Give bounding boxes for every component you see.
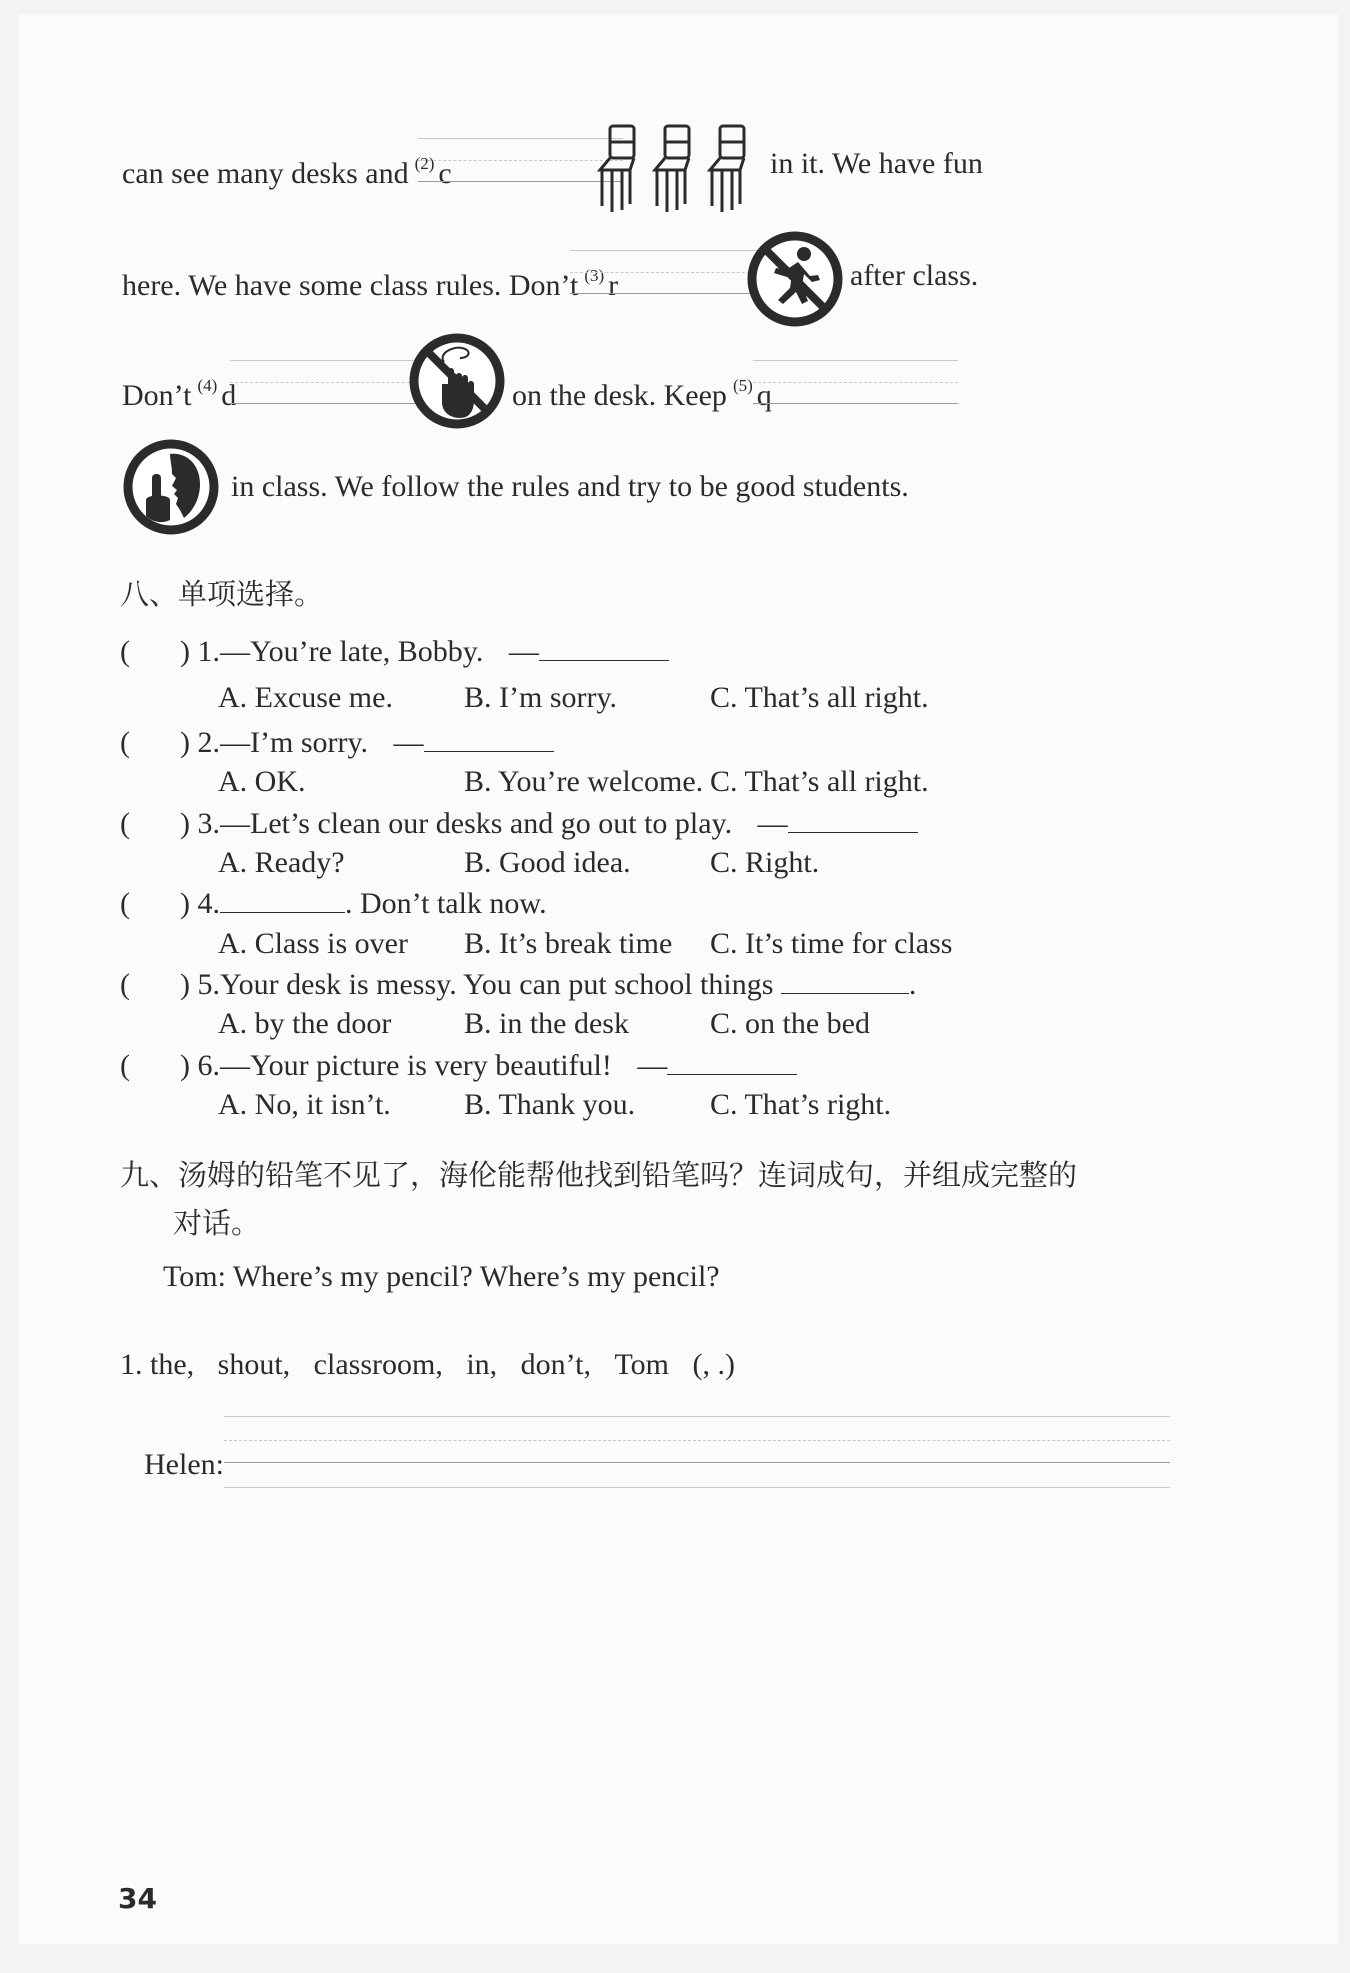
helen-answer-baseline bbox=[224, 1462, 1170, 1488]
option-b[interactable]: B. Thank you. bbox=[464, 1088, 636, 1121]
question-stem: —You’re late, Bobby. bbox=[220, 635, 484, 668]
question-dash: — bbox=[393, 726, 424, 759]
answer-paren-open[interactable]: ( bbox=[120, 887, 130, 920]
answer-blank[interactable] bbox=[220, 884, 345, 913]
passage-line4: in class. We follow the rules and try to be good students. bbox=[231, 470, 909, 503]
option-a[interactable]: A. Ready? bbox=[218, 846, 345, 879]
option-b[interactable]: B. You’re welcome. bbox=[464, 765, 704, 798]
word: don’t, bbox=[520, 1348, 591, 1381]
passage-text: can see many desks and bbox=[122, 157, 409, 190]
blank-letter-3: r bbox=[608, 269, 619, 302]
word: shout, bbox=[217, 1348, 291, 1381]
word: the, bbox=[150, 1348, 195, 1381]
question-1 bbox=[120, 632, 669, 671]
option-b[interactable]: B. I’m sorry. bbox=[464, 681, 618, 714]
page-number: 34 bbox=[118, 1882, 157, 1915]
question-dash: — bbox=[757, 807, 788, 840]
passage-line1-start bbox=[122, 145, 452, 193]
passage-line1-end: in it. We have fun bbox=[770, 147, 983, 180]
option-b[interactable]: B. in the desk bbox=[464, 1007, 629, 1040]
question-number: 4. bbox=[197, 887, 220, 920]
helen-label: Helen: bbox=[144, 1448, 224, 1481]
answer-line-2[interactable] bbox=[418, 138, 623, 182]
helen-answer-line[interactable] bbox=[224, 1416, 1170, 1463]
question-dash: — bbox=[637, 1049, 668, 1082]
item-number: 1. bbox=[120, 1348, 143, 1381]
passage-text: Don’t bbox=[122, 379, 192, 412]
blank-letter-2: c bbox=[438, 157, 452, 190]
answer-paren-open[interactable]: ( bbox=[120, 968, 130, 1001]
option-c[interactable]: C. It’s time for class bbox=[710, 927, 953, 960]
question-number: 3. bbox=[197, 807, 220, 840]
word: Tom bbox=[614, 1348, 670, 1381]
passage-line2-end: after class. bbox=[850, 259, 979, 292]
no-running-icon bbox=[746, 230, 844, 328]
answer-blank[interactable] bbox=[424, 723, 554, 752]
blank-number-4: (4) bbox=[197, 376, 218, 395]
word: in, bbox=[466, 1348, 498, 1381]
answer-blank[interactable] bbox=[781, 965, 909, 994]
worksheet-page bbox=[18, 14, 1338, 1944]
option-c[interactable]: C. Right. bbox=[710, 846, 820, 879]
section8-title: 八、单项选择。 bbox=[120, 577, 324, 611]
question-period: . bbox=[908, 968, 917, 1001]
option-b[interactable]: B. Good idea. bbox=[464, 846, 631, 879]
section9-title-cont: 对话。 bbox=[173, 1206, 261, 1240]
option-c[interactable]: C. That’s all right. bbox=[710, 681, 929, 714]
question-number: 6. bbox=[197, 1049, 220, 1082]
question-stem: —Let’s clean our desks and go out to play. bbox=[220, 807, 733, 840]
question-number: 2. bbox=[197, 726, 220, 759]
question-stem: —I’m sorry. bbox=[220, 726, 369, 759]
passage-line3-mid bbox=[512, 367, 772, 415]
answer-line-4[interactable] bbox=[230, 360, 435, 404]
quiet-icon bbox=[122, 438, 220, 536]
blank-number-3: (3) bbox=[584, 266, 605, 285]
question-4 bbox=[120, 884, 547, 923]
option-a[interactable]: A. Excuse me. bbox=[218, 681, 393, 714]
question-5 bbox=[120, 965, 916, 1004]
blank-number-2: (2) bbox=[414, 154, 435, 173]
answer-blank[interactable] bbox=[539, 632, 669, 661]
option-a[interactable]: A. OK. bbox=[218, 765, 306, 798]
no-drawing-icon bbox=[408, 332, 506, 430]
item1-words bbox=[120, 1346, 735, 1384]
answer-paren-close: ) bbox=[180, 887, 190, 920]
answer-blank[interactable] bbox=[788, 804, 918, 833]
option-c[interactable]: C. on the bed bbox=[710, 1007, 870, 1040]
chairs-icon bbox=[596, 122, 761, 216]
answer-blank[interactable] bbox=[667, 1046, 797, 1075]
question-3 bbox=[120, 804, 918, 843]
answer-line-5[interactable] bbox=[753, 360, 958, 404]
blank-letter-4: d bbox=[221, 379, 237, 412]
option-a[interactable]: A. Class is over bbox=[218, 927, 408, 960]
option-c[interactable]: C. That’s right. bbox=[710, 1088, 892, 1121]
answer-paren-open[interactable]: ( bbox=[120, 807, 130, 840]
word: (, .) bbox=[692, 1348, 736, 1381]
option-b[interactable]: B. It’s break time bbox=[464, 927, 673, 960]
answer-paren-open[interactable]: ( bbox=[120, 1049, 130, 1082]
passage-text: on the desk. Keep bbox=[512, 379, 727, 412]
answer-line-3[interactable] bbox=[570, 250, 775, 294]
question-stem: —Your picture is very beautiful! bbox=[220, 1049, 612, 1082]
answer-paren-close: ) bbox=[180, 807, 190, 840]
question-stem: . Don’t talk now. bbox=[345, 887, 547, 920]
option-a[interactable]: A. No, it isn’t. bbox=[218, 1088, 391, 1121]
answer-paren-open[interactable]: ( bbox=[120, 726, 130, 759]
tom-line: Tom: Where’s my pencil? Where’s my pencil? bbox=[163, 1260, 720, 1293]
passage-line2-start bbox=[122, 257, 618, 305]
passage-line3-start bbox=[122, 367, 236, 415]
question-dash: — bbox=[508, 635, 539, 668]
blank-letter-5: q bbox=[756, 379, 772, 412]
question-number: 5. bbox=[197, 968, 220, 1001]
answer-paren-open[interactable]: ( bbox=[120, 635, 130, 668]
question-6 bbox=[120, 1046, 797, 1085]
word: classroom, bbox=[313, 1348, 443, 1381]
section9-title: 九、汤姆的铅笔不见了，海伦能帮他找到铅笔吗？连词成句，并组成完整的 bbox=[120, 1158, 1078, 1192]
option-c[interactable]: C. That’s all right. bbox=[710, 765, 929, 798]
answer-paren-close: ) bbox=[180, 1049, 190, 1082]
answer-paren-close: ) bbox=[180, 968, 190, 1001]
answer-paren-close: ) bbox=[180, 635, 190, 668]
question-stem: Your desk is messy. You can put school things bbox=[220, 968, 774, 1001]
answer-paren-close: ) bbox=[180, 726, 190, 759]
option-a[interactable]: A. by the door bbox=[218, 1007, 392, 1040]
question-2 bbox=[120, 723, 554, 762]
question-number: 1. bbox=[197, 635, 220, 668]
blank-number-5: (5) bbox=[732, 376, 753, 395]
passage-text: here. We have some class rules. Don’t bbox=[122, 269, 579, 302]
